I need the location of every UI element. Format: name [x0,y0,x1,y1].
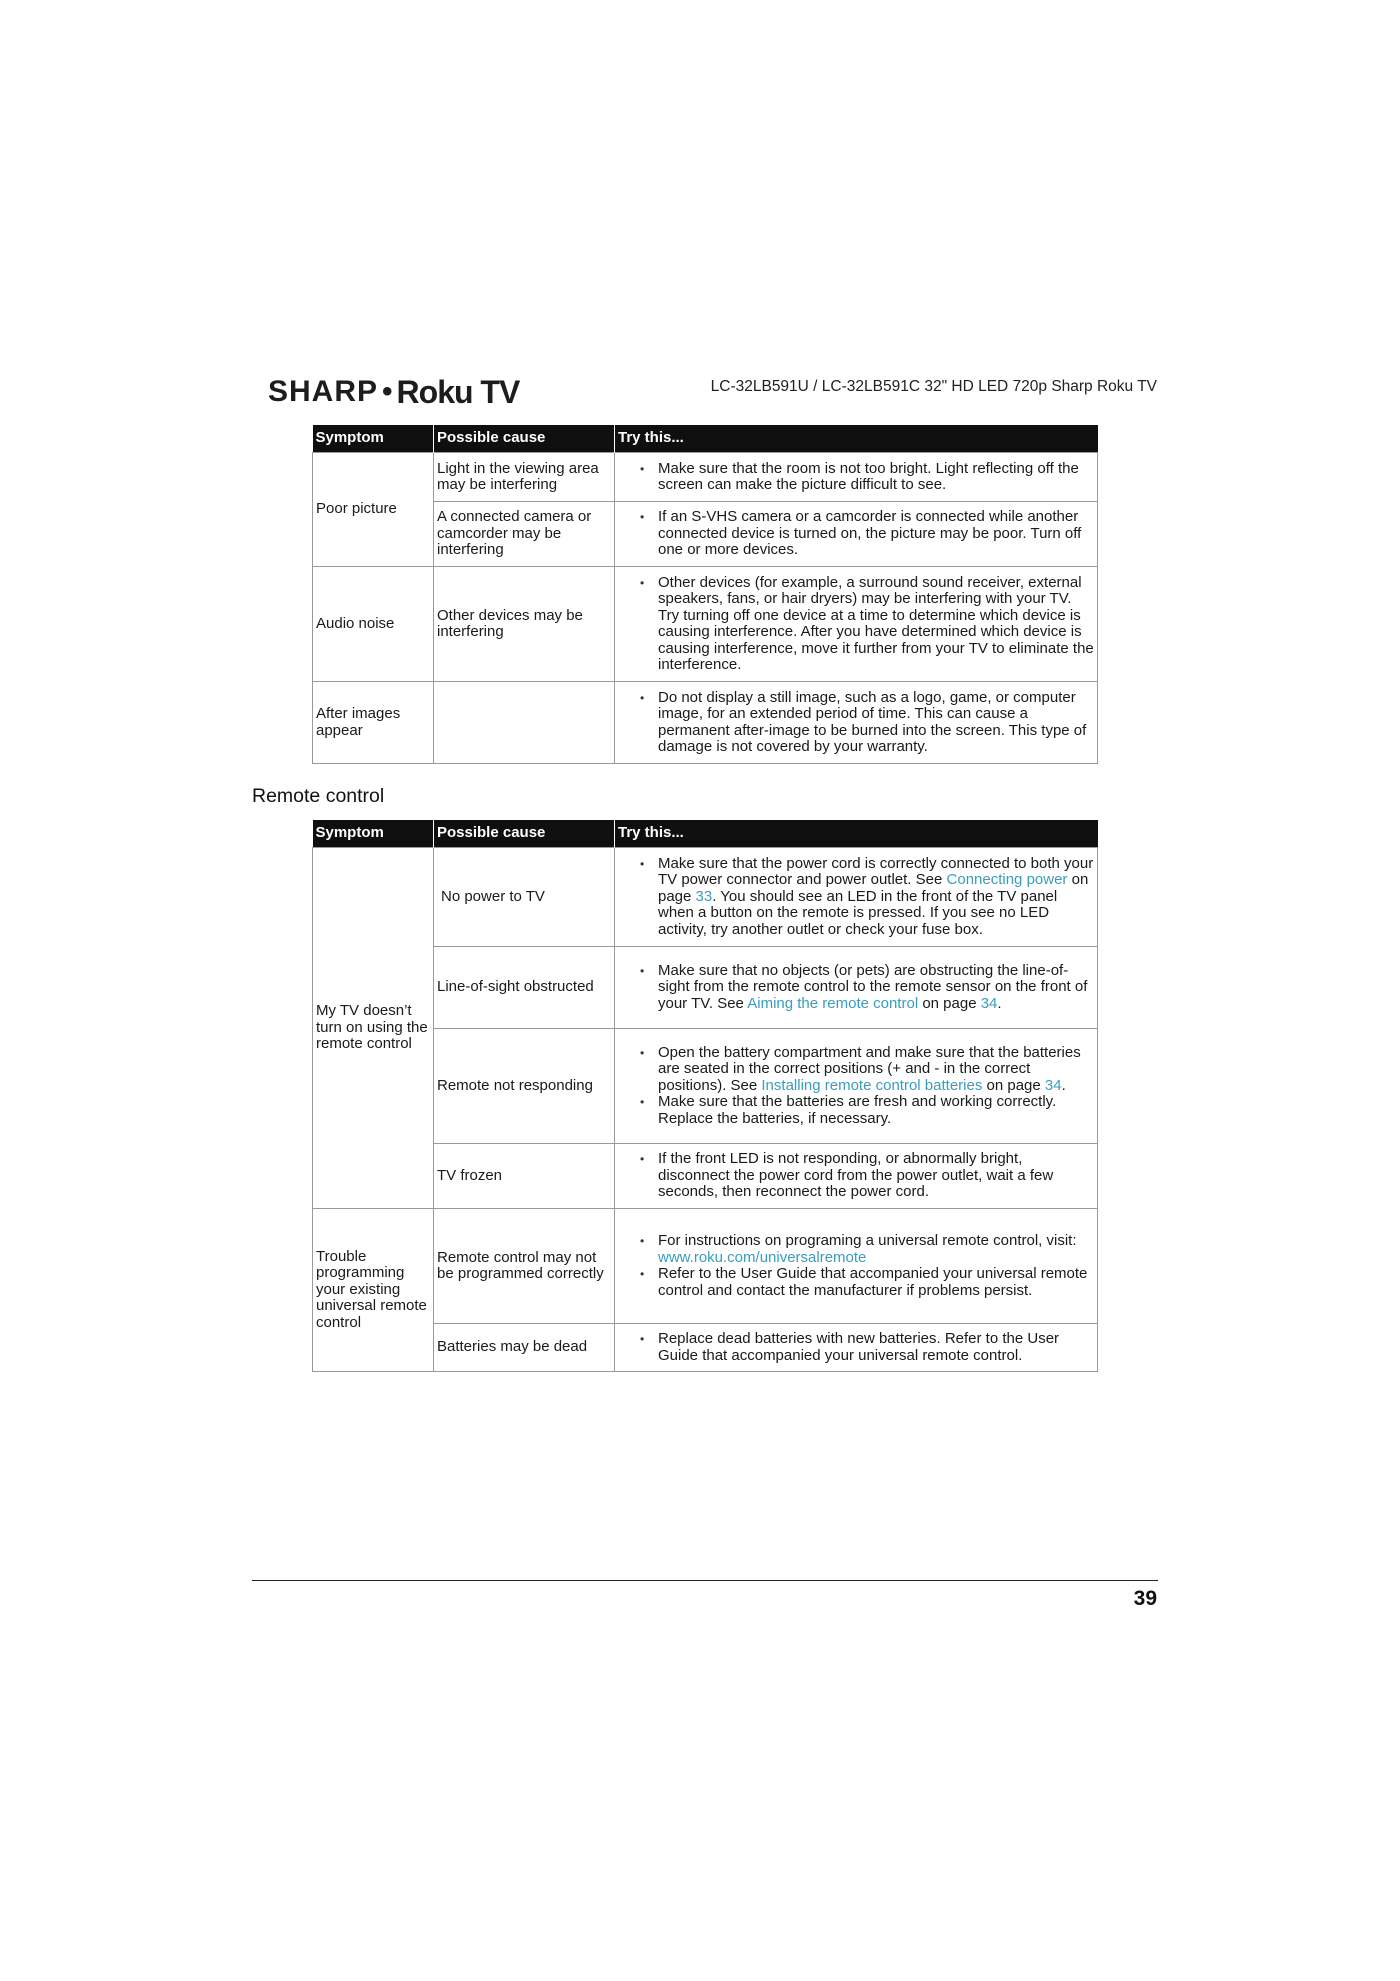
cause-cell: Remote control may not be programmed correctly [434,1209,615,1324]
sharp-roku-tv-logo [268,372,519,412]
model-header: LC-32LB591U / LC-32LB591C 32" HD LED 720p Sharp Roku TV [710,378,1157,395]
picture-troubleshooting-table [312,425,1098,764]
cause-cell: A connected camera or camcorder may be interfering [434,502,615,567]
bullet-item [658,1233,1094,1266]
page-34-link[interactable]: 34 [980,994,998,1012]
header-symptom: Symptom [313,820,434,848]
bullet-item [658,856,1094,939]
bullet-text: . You should see an LED in the front of the TV panel when a button on the remote is pressed. If you see no LED activity, try another outlet or check your fuse box. [658,887,1058,938]
try-cell [615,1029,1098,1144]
page-34-link[interactable]: 34 [1044,1076,1062,1094]
remote-troubleshooting-table [312,820,1098,1372]
symptom-cell: Audio noise [313,567,434,682]
bullet-item: • Refer to the User Guide that accompanied your universal remote control and contact the manufacturer if problems persist. [658,1266,1094,1299]
cause-cell: Remote not responding [434,1029,615,1144]
cause-cell [434,682,615,764]
try-cell [615,1144,1098,1209]
bullet-text: For instructions on programing a universal remote control, visit: [658,1232,1077,1249]
bullet-text: on page [658,871,1089,905]
bullet-text: on page [918,994,981,1012]
bullet-text: Make sure that the power cord is correctly connected to both your TV power connector and power outlet. See [658,854,1094,889]
bullet-item: • Replace dead batteries with new batteries. Refer to the User Guide that accompanied your universal remote control. [658,1331,1094,1364]
symptom-cell: My TV doesn’t turn on using the remote control [313,848,434,1209]
cause-cell [434,848,615,947]
logo-roku-tv: Roku TV [396,373,520,410]
bullet-item [658,1045,1094,1095]
aiming-remote-link[interactable]: Aiming the remote control [747,994,919,1012]
try-cell [615,1324,1098,1372]
header-try-this: Try this... [615,425,1098,453]
installing-batteries-link[interactable]: Installing remote control batteries [761,1076,983,1094]
try-cell [615,947,1098,1029]
cause-cell: TV frozen [434,1144,615,1209]
bullet-item: • If the front LED is not responding, or abnormally bright, disconnect the power cord from the power outlet, wait a few seconds, then reconnect the power cord. [658,1151,1094,1201]
table-row [313,848,1098,947]
table-row [313,453,1098,502]
logo-sharp: SHARP [268,375,379,408]
symptom-cell: Trouble programming your existing universal remote control [313,1209,434,1372]
symptom-cell: After images appear [313,682,434,764]
page-number: 39 [1133,1587,1157,1610]
try-cell [615,848,1098,947]
table-row [313,682,1098,764]
cause-cell: Batteries may be dead [434,1324,615,1372]
section-title-remote-control: Remote control [252,785,385,807]
try-cell [615,682,1098,764]
try-cell [615,1209,1098,1324]
header-try-this: Try this... [615,820,1098,848]
table-row [313,567,1098,682]
connecting-power-link[interactable]: Connecting power [946,871,1068,889]
bullet-item [658,963,1094,1013]
roku-universal-remote-link[interactable]: www.roku.com/universalremote [658,1248,867,1266]
cause-cell: Other devices may be interfering [434,567,615,682]
cause-text: No power to TV [441,887,545,905]
footer-divider [252,1580,1158,1581]
bullet-item: • Other devices (for example, a surround sound receiver, external speakers, fans, or hair dryers) may be interfering with your TV. Try turning off one device at a time to determine which device is causing interference. After you have determined which device is causing interference, move it further from your TV to eliminate the interference. [658,575,1094,674]
bullet-text: Make sure that no objects (or pets) are obstructing the line-of-sight from the remote control to the remote sensor on the front of your TV. See [658,961,1088,1012]
logo-dot: • [382,375,393,408]
cause-cell: Light in the viewing area may be interfering [434,453,615,502]
page-33-link[interactable]: 33 [695,887,713,905]
try-cell [615,567,1098,682]
table-header-row [313,820,1098,848]
try-cell [615,502,1098,567]
table-header-row [313,425,1098,453]
bullet-text: on page [982,1076,1045,1094]
symptom-cell: Poor picture [313,453,434,567]
bullet-text: Open the battery compartment and make sure that the batteries are seated in the correct positions (+ and - in the correct positions). See [658,1043,1081,1094]
bullet-item: • Make sure that the batteries are fresh and working correctly. Replace the batteries, if necessary. [658,1094,1094,1127]
header-symptom: Symptom [313,425,434,453]
cause-cell: Line-of-sight obstructed [434,947,615,1029]
header-possible-cause: Possible cause [434,820,615,848]
bullet-item: • Do not display a still image, such as a logo, game, or computer image, for an extended period of time. This can cause a permanent after-image to be burned into the screen. This type of damage is not covered by your warranty. [658,690,1094,756]
header-possible-cause: Possible cause [434,425,615,453]
bullet-text: . [997,994,1002,1012]
bullet-item: • Make sure that the room is not too bright. Light reflecting off the screen can make the picture difficult to see. [658,461,1094,494]
try-cell [615,453,1098,502]
table-row [313,1209,1098,1324]
bullet-text: . [1061,1076,1066,1094]
bullet-item: • If an S-VHS camera or a camcorder is connected while another connected device is turned on, the picture may be poor. Turn off one or more devices. [658,509,1094,559]
